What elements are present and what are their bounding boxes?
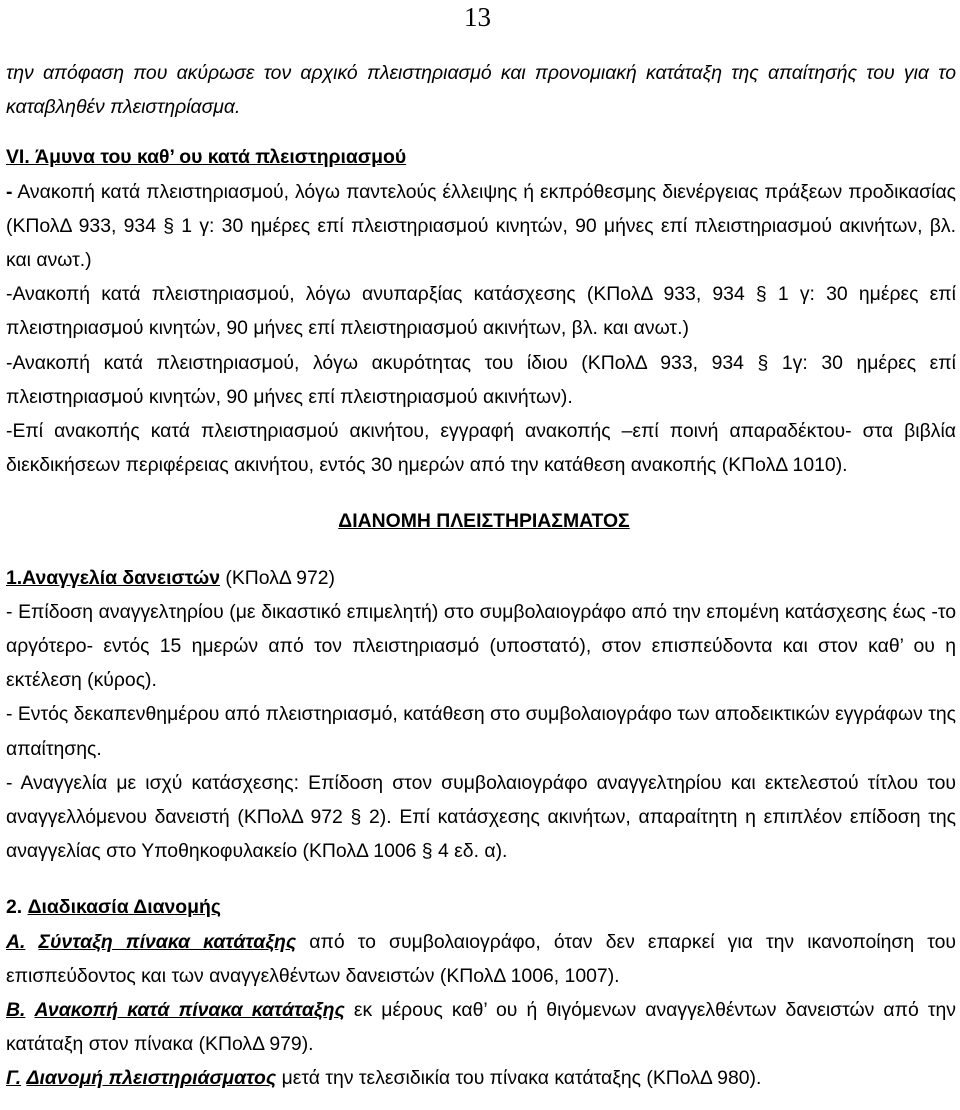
section-6-heading <box>6 140 956 174</box>
item-2c-paragraph <box>6 1061 956 1095</box>
item-1-ref: (ΚΠολΔ 972) <box>220 566 335 589</box>
item-1-number: 1. <box>6 566 23 589</box>
item-2a-paragraph <box>6 925 956 993</box>
item-2a-text: από το συμβολαιογράφο, όταν δεν επαρκεί για την ικανοποίηση του επισπεύδοντος και των αναγγελθέντων δανειστών (ΚΠολΔ 1006, 1007). <box>6 930 956 987</box>
dash-marker: - <box>6 180 13 203</box>
item-2b-paragraph <box>6 993 956 1061</box>
item-1-title: Αναγγελία δανειστών <box>22 566 221 589</box>
section-6-paragraph-3: -Ανακοπή κατά πλειστηριασμού, λόγω ακυρότητας του ίδιου (ΚΠολΔ 933, 934 § 1γ: 30 ημέρες επί πλειστηριασμού κινητών, 90 μήνες επί πλειστηριασμού ακινήτων). <box>6 351 956 408</box>
item-2b-title: Ανακοπή κατά πίνακα κατάταξης <box>34 999 345 1022</box>
intro-paragraph: την απόφαση που ακύρωσε τον αρχικό πλειστηριασμό και προνομιακή κατάταξη της απαίτησής του για το καταβληθέν πλειστηρίασμα. <box>6 62 956 119</box>
item-1-paragraph-3: - Αναγγελία με ισχύ κατάσχεσης: Επίδοση στον συμβολαιογράφο αναγγελτηρίου και εκτελεστού τίτλου του αναγγελλόμενου δανειστή (ΚΠολΔ 972 § 2). Επί κατάσχεσης ακινήτων, απαραίτητη η επιπλέον επίδοση της αναγγελίας στο Υποθηκοφυλακείο (ΚΠολΔ 1006 § 4 εδ. α). <box>6 771 956 863</box>
section-6-paragraph-4: -Επί ανακοπής κατά πλειστηριασμού ακινήτου, εγγραφή ανακοπής –επί ποινή απαραδέκτου- στα βιβλία διεκδικήσεων περιφέρειας ακινήτου, εντός 30 ημερών από την κατάθεση ανακοπής (ΚΠολΔ 1010). <box>6 420 956 477</box>
item-2c-letter: Γ. <box>6 1067 22 1090</box>
paragraph-text: Ανακοπή κατά πλειστηριασμού, λόγω παντελούς έλλειψης ή εκπρόθεσμης διενέργειας πράξεων προδικασίας (ΚΠολΔ 933, 934 § 1 γ: 30 ημέρες επί πλειστηριασμού κινητών, 90 μήνες επί πλειστηριασμού ακινήτων, βλ. και ανωτ.) <box>6 180 956 272</box>
item-1-paragraph-1: - Επίδοση αναγγελτηρίου (με δικαστικό επιμελητή) στο συμβολαιογράφο από την επομένη κατάσχεσης έως -το αργότερο- εντός 15 ημερών από τον πλειστηριασμό (υποστατό), στον επισπεύδοντα και στον καθ’ ου η εκτέλεση (κύρος). <box>6 600 956 692</box>
item-1-heading <box>6 561 956 595</box>
item-2a-title: Σύνταξη πίνακα κατάταξης <box>38 930 297 953</box>
item-2b-text: εκ μέρους καθ’ ου ή θιγόμενων αναγγελθέντων δανειστών από την κατάταξη στον πίνακα (ΚΠολΔ 979). <box>6 999 956 1056</box>
section-6-paragraph-1 <box>6 175 956 278</box>
item-1-paragraph-2: - Εντός δεκαπενθημέρου από πλειστηριασμό, κατάθεση στο συμβολαιογράφο των αποδεικτικών εγγράφων της απαίτησης. <box>6 703 956 760</box>
page-number: 13 <box>464 2 491 32</box>
item-2a-letter: Α. <box>6 930 26 953</box>
item-2-heading <box>6 890 956 924</box>
item-2c-text: μετά την τελεσιδικία του πίνακα κατάταξης (ΚΠολΔ 980). <box>276 1067 762 1090</box>
section-6-heading-text: VI. Άμυνα του καθ’ ου κατά πλειστηριασμού <box>6 146 407 169</box>
item-2-number: 2. <box>6 896 23 919</box>
section-6-paragraph-2: -Ανακοπή κατά πλειστηριασμού, λόγω ανυπαρξίας κατάσχεσης (ΚΠολΔ 933, 934 § 1 γ: 30 ημέρες επί πλειστηριασμού κινητών, 90 μήνες επί πλειστηριασμού ακινήτων, βλ. και ανωτ.) <box>6 283 956 340</box>
item-2c-title: Διανομή πλειστηριάσματος <box>26 1067 277 1090</box>
document-body <box>6 56 956 1096</box>
item-2-title: Διαδικασία Διανομής <box>27 896 221 919</box>
distribution-title: ΔΙΑΝΟΜΗ ΠΛΕΙΣΤΗΡΙΑΣΜΑΤΟΣ <box>338 510 630 533</box>
item-2b-letter: Β. <box>6 999 26 1022</box>
